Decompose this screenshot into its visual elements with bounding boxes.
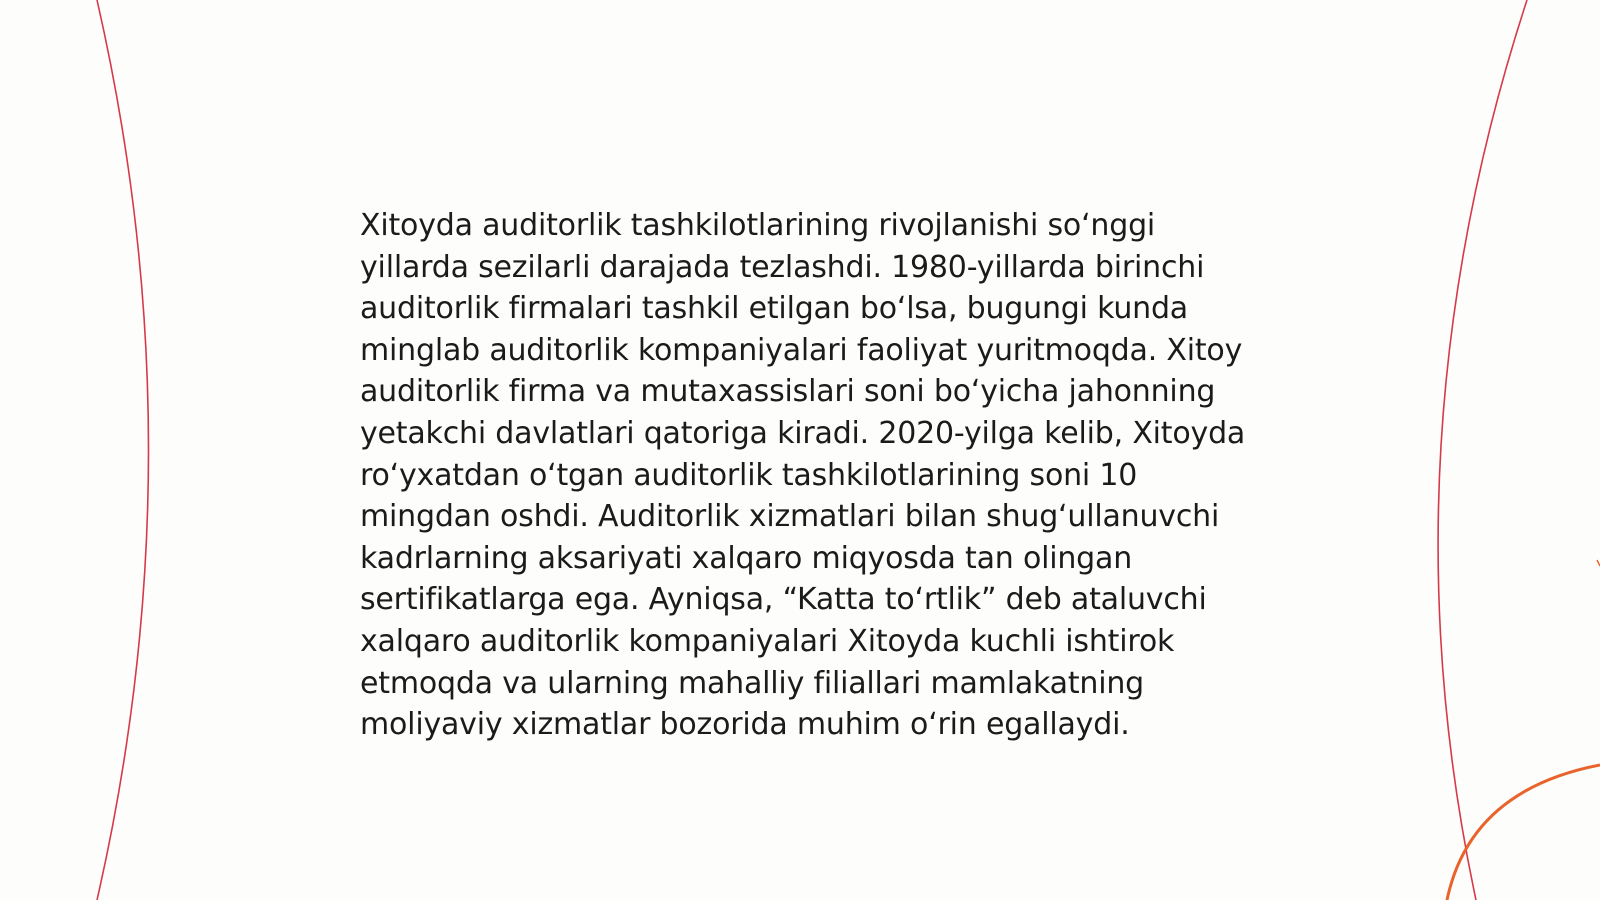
- bottom-right-orange-arc: [1447, 765, 1600, 900]
- left-red-arc: [97, 0, 149, 900]
- right-red-arc: [1438, 0, 1527, 900]
- body-paragraph: Xitoyda auditorlik tashkilotlarining rivojlanishi so‘nggi yillarda sezilarli darajada tezlashdi. 1980-yillarda birinchi auditorlik firmalari tashkil etilgan bo‘lsa, bugungi kunda minglab auditorlik kompaniyalari faoliyat yuritmoqda. Xitoy auditorlik firma va mutaxassislari soni bo‘yicha jahonning yetakchi davlatlari qatoriga kiradi. 2020-yilga kelib, Xitoyda ro‘yxatdan o‘tgan auditorlik tashkilotlarining soni 10 mingdan oshdi. Auditorlik xizmatlari bilan shug‘ullanuvchi kadrlarning aksariyati xalqaro miqyosda tan olingan sertifikatlarga ega. Ayniqsa, “Katta to‘rtlik” deb ataluvchi xalqaro auditorlik kompaniyalari Xitoyda kuchli ishtirok etmoqda va ularning mahalliy filiallari mamlakatning moliyaviy xizmatlar bozorida muhim o‘rin egallaydi.: [360, 208, 1246, 743]
